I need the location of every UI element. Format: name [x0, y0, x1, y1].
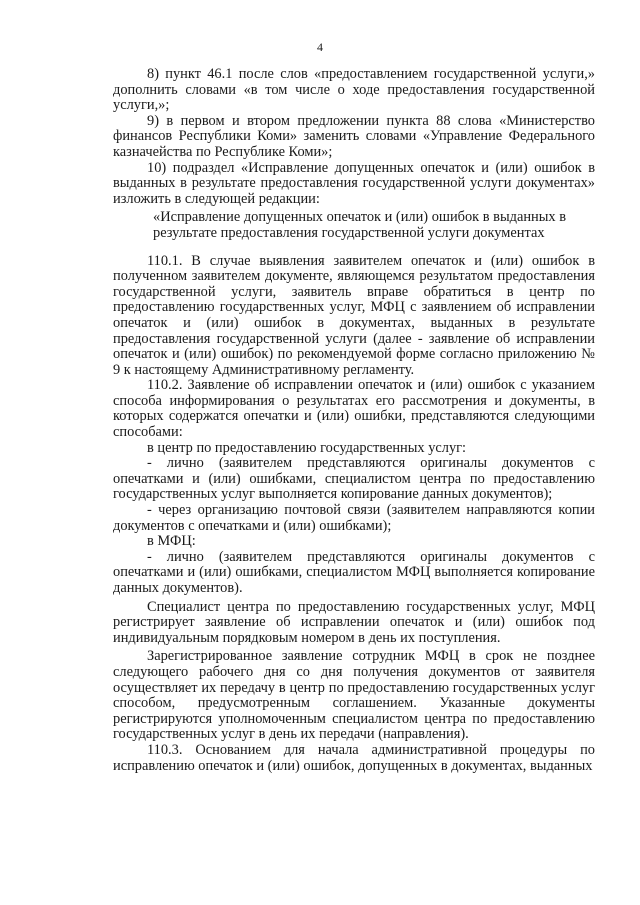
paragraph-registration: Специалист центра по предоставлению государственных услуг, МФЦ регистрирует заявление об исправлении опечаток и (или) ошибок под индивидуальным порядковым номером в день их поступления. [113, 598, 595, 646]
paragraph-in-person-center: - лично (заявителем представляются оригиналы документов с опечатками и (или) ошибками, специалистом центра по предоставлению государственных услуг выполняется копирование данных документов); [113, 455, 595, 503]
page-number: 4 [317, 40, 323, 54]
paragraph-item-10: 10) подраздел «Исправление допущенных опечаток и (или) ошибок в выданных в результате предоставления государственной услуги документах» изложить в следующей редакции: [113, 159, 595, 207]
paragraph-in-person-mfc: - лично (заявителем представляются оригиналы документов с опечатками и (или) ошибками, специалистом МФЦ выполняется копирование данных документов). [113, 548, 595, 596]
paragraph-postal: - через организацию почтовой связи (заявителем направляются копии документов с опечатками и (или) ошибками); [113, 502, 595, 534]
paragraph-mfc: в МФЦ: [147, 533, 196, 550]
document-body [113, 67, 595, 774]
paragraph-110-2: 110.2. Заявление об исправлении опечаток и (или) ошибок с указанием способа информирования о результатах его рассмотрения и документы, в которых содержатся опечатки и (или) ошибки, представляются следующими способами: [113, 377, 595, 441]
paragraph-110-3: 110.3. Основанием для начала административной процедуры по исправлению опечаток и (или) ошибок, допущенных в документах, выданных [113, 741, 595, 774]
paragraph-center-services: в центр по предоставлению государственных услуг: [147, 439, 467, 456]
paragraph-transfer: Зарегистрированное заявление сотрудник МФЦ в срок не позднее следующего рабочего дня со дня получения документов от заявителя осуществляет их передачу в центр по предоставлению государственных услуг способом, предусмотренным соглашением. Указанные документы регистрируются уполномоченным специалистом центра по предоставлению государственных услуг в день их передачи (направления). [113, 648, 595, 743]
subsection-heading: «Исправление допущенных опечаток и (или) ошибок в выданных в результате предоставления государственной услуги документах [153, 209, 566, 241]
paragraph-item-8: 8) пункт 46.1 после слов «предоставлением государственной услуги,» дополнить словами «в том числе о ходе предоставления государственной услуги,»; [113, 66, 595, 114]
paragraph-item-9: 9) в первом и втором предложении пункта 88 слова «Министерство финансов Республики Коми» заменить словами «Управление Федерального казначейства по Республике Коми»; [113, 112, 595, 160]
paragraph-110-1: 110.1. В случае выявления заявителем опечаток и (или) ошибок в полученном заявителем документе, являющемся результатом предоставления государственной услуги, заявитель вправе обратиться в центр по предоставлению государственных услуг, МФЦ с заявлением об исправлении опечаток и (или) ошибок в документах, выданных в результате предоставления государственной услуги (далее - заявление об исправлении опечаток и (или) ошибок) по рекомендуемой форме согласно приложению № 9 к настоящему Административному регламенту. [113, 252, 595, 378]
